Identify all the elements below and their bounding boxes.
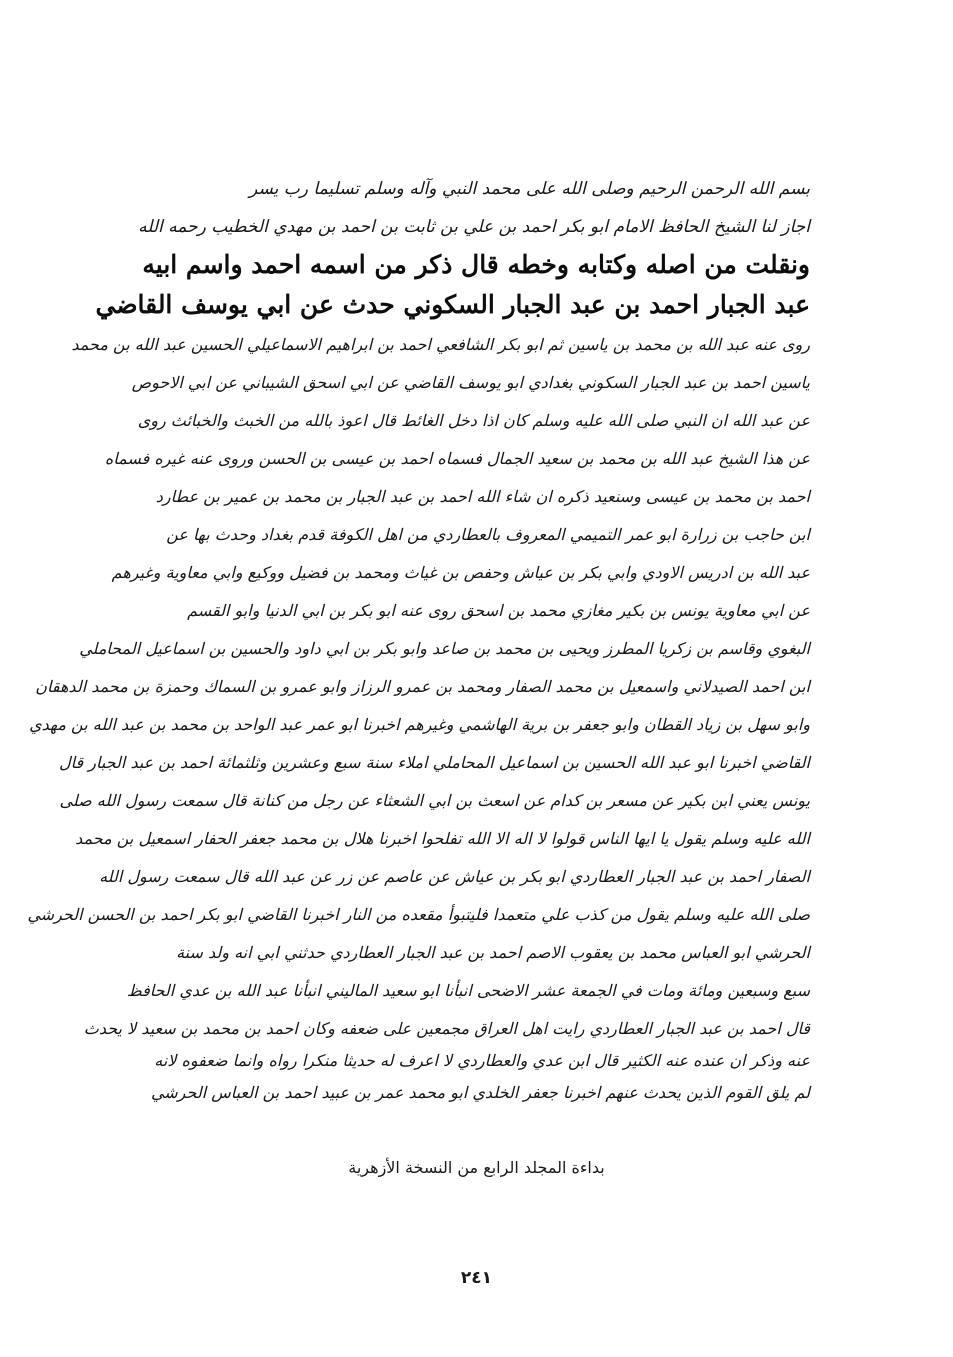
manuscript-line-7: عن عبد الله ان النبي صلى الله عليه وسلم كان اذا دخل الغائط قال اعوذ بالله من الخبث والخبائث روى [137, 411, 810, 430]
manuscript-line-5: روى عنه عبد الله بن محمد بن ياسين ثم ابو بكر الشافعي احمد بن ابراهيم الاسماعيلي الحسين عبد الله بن محمد [71, 335, 810, 354]
manuscript-line-18: الله عليه وسلم يقول يا ايها الناس قولوا لا اله الا الله تفلحوا اخبرنا هلال بن محمد جعفر الحفار اسمعيل بن محمد [75, 829, 810, 848]
manuscript-line-6: ياسين احمد بن عبد الجبار السكوني بغدادي ابو يوسف القاضي عن ابي اسحق الشيباني عن ابي الاحوص [131, 373, 810, 392]
manuscript-line-8: عن هذا الشيخ عبد الله بن محمد بن سعيد الجمال فسماه احمد بن عيسى بن الحسن وروى عنه غيره فسماه [104, 449, 810, 468]
manuscript-line-19: الصفار احمد بن عبد الجبار العطاردي ابو بكر بن عياش عن عاصم عن زر عن عبد الله قال سمعت رسول الله [99, 867, 810, 886]
manuscript-line-23: قال احمد بن عبد الجبار العطاردي رايت اهل العراق مجمعين على ضعفه وكان احمد بن محمد بن سعيد لا يحدث [83, 1019, 810, 1038]
manuscript-line-16: القاضي اخبرنا ابو عبد الله الحسين بن اسماعيل المحاملي املاء سنة سبع وعشرين وثلثمائة احمد بن عبد الجبار قال [59, 753, 810, 772]
manuscript-line-22: سبع وسبعين ومائة ومات في الجمعة عشر الاضحى انبأنا ابو سعيد الماليني انبأنا عبد الله بن عدي الحافظ [126, 981, 810, 1000]
manuscript-line-20: صلى الله عليه وسلم يقول من كذب علي متعمدا فليتبوأ مقعده من النار اخبرنا القاضي ابو بكر احمد بن الحسن الحرشي [27, 905, 810, 924]
manuscript-line-1: بسم الله الرحمن الرحيم وصلى الله على محمد النبي وآله وسلم تسليما رب يسر [249, 179, 810, 199]
manuscript-line-10: ابن حاجب بن زرارة ابو عمر التميمي المعروف بالعطاردي من اهل الكوفة قدم بغداد وحدث بها عن [166, 525, 810, 544]
page-number: ٢٤١ [460, 1268, 493, 1288]
manuscript-line-15: وابو سهل بن زياد القطان وابو جعفر بن برية الهاشمي وغيرهم اخبرنا ابو عمر عبد الواحد بن محمد بن عبد الله بن مهدي [29, 715, 810, 734]
figure-caption: بداءة المجلد الرابع من النسخة الأزهرية [348, 1158, 605, 1177]
manuscript-line-9: احمد بن محمد بن عيسى وسنعيد ذكره ان شاء الله احمد بن عبد الجبار بن محمد بن عمير بن عطارد [155, 487, 810, 506]
manuscript-line-12: عن ابي معاوية يونس بن بكير مغازي محمد بن اسحق روى عنه ابو بكر بن ابي الدنيا وابو القسم [187, 601, 810, 620]
manuscript-line-25: لم يلق القوم الذين يحدث عنهم اخبرنا جعفر الخلدي ابو محمد عمر بن عبيد احمد بن العباس الحرشي [150, 1083, 810, 1102]
manuscript-line-13: البغوي وقاسم بن زكريا المطرز ويحيى بن محمد بن صاعد وابو بكر بن ابي داود والحسين بن اسماعيل المحاملي [79, 639, 810, 658]
manuscript-line-17: يونس يعني ابن بكير عن مسعر بن كدام عن اسعث بن ابي الشعثاء عن رجل من كنانة قال سمعت رسول الله صلى [59, 791, 810, 810]
manuscript-line-21: الحرشي ابو العباس محمد بن يعقوب الاصم احمد بن عبد الجبار العطاردي حدثني ابي انه ولد سنة [176, 943, 810, 962]
manuscript-line-2: اجاز لنا الشيخ الحافظ الامام ابو بكر احمد بن علي بن ثابت بن احمد بن مهدي الخطيب رحمه الله [138, 217, 810, 237]
manuscript-line-14: ابن احمد الصيدلاني واسمعيل بن محمد الصفار ومحمد بن عمرو الرزاز وابو عمرو بن السماك وحمزة بن محمد الدهقان [35, 677, 810, 696]
manuscript-line-24: عنه وذكر ان عنده عنه الكثير قال ابن عدي والعطاردي لا اعرف له حديثا منكرا رواه وانما ضعفوه لانه [154, 1051, 810, 1070]
manuscript-line-11: عبد الله بن ادريس الاودي وابي بكر بن عياش وحفص بن غياث ومحمد بن فضيل ووكيع وابي معاوية وغيرهم [111, 563, 810, 582]
manuscript-text-block [27, 170, 810, 1110]
manuscript-line-3: ونقلت من اصله وكتابه وخطه قال ذكر من اسمه احمد واسم ابيه [142, 250, 810, 279]
manuscript-line-4: عبد الجبار احمد بن عبد الجبار السكوني حدث عن ابي يوسف القاضي [95, 290, 810, 319]
